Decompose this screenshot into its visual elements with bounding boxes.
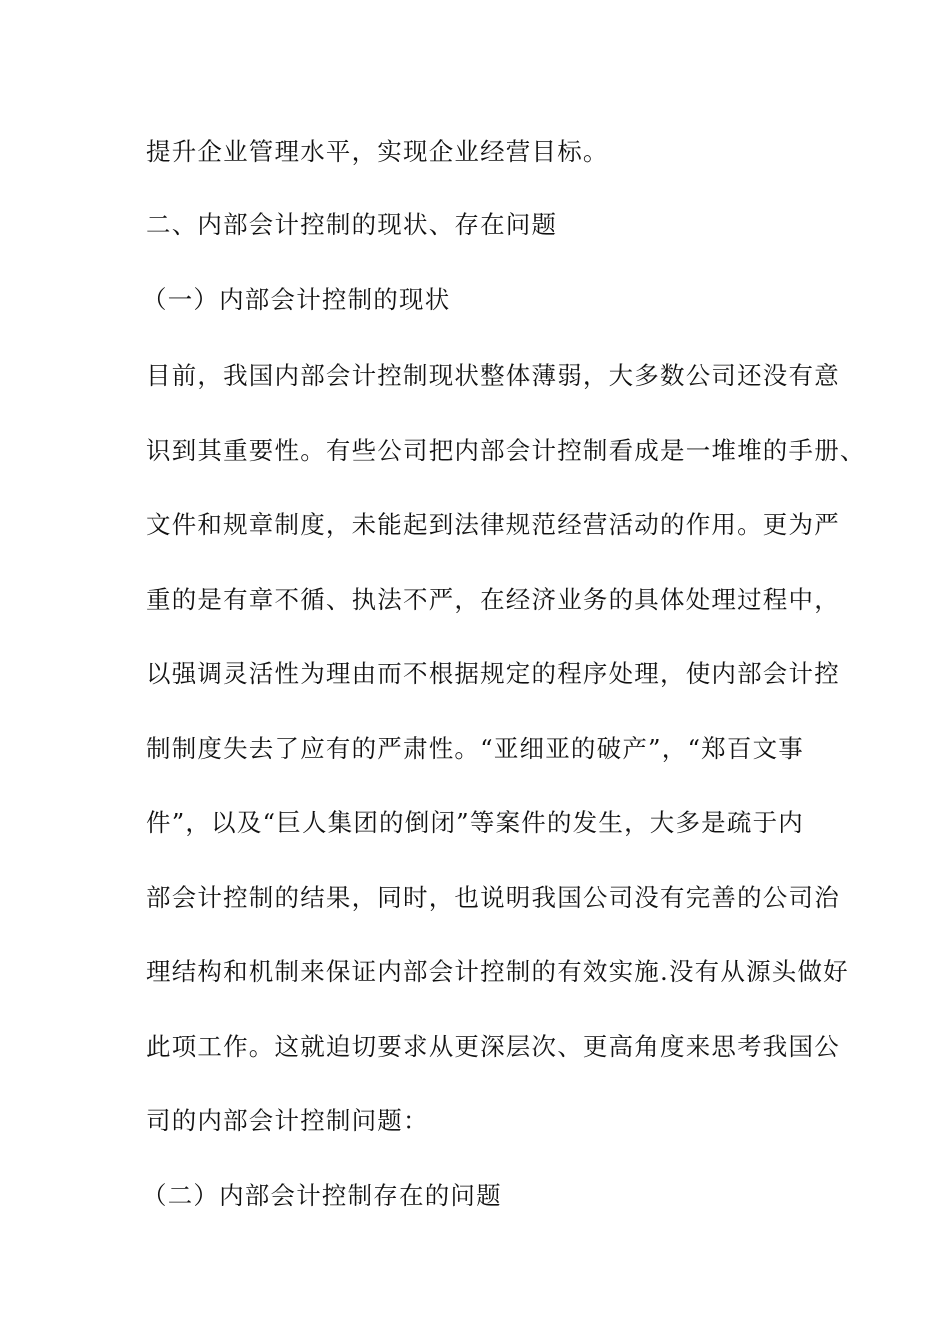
- paragraph-line: 理结构和机制来保证内部会计控制的有效实施.没有从源头做好: [146, 957, 849, 986]
- paragraph-line: 目前，我国内部会计控制现状整体薄弱，大多数公司还没有意: [146, 361, 840, 390]
- paragraph-line: 提升企业管理水平，实现企业经营目标。: [146, 137, 609, 166]
- paragraph-line: 此项工作。这就迫切要求从更深层次、更高角度来思考我国公: [146, 1032, 840, 1061]
- paragraph-line: 识到其重要性。有些公司把内部会计控制看成是一堆堆的手册、: [146, 436, 866, 465]
- paragraph-line: 以强调灵活性为理由而不根据规定的程序处理，使内部会计控: [146, 659, 840, 688]
- paragraph-line: 重的是有章不循、执法不严，在经济业务的具体处理过程中，: [146, 585, 840, 614]
- subsection-heading: （二）内部会计控制存在的问题: [142, 1181, 502, 1210]
- paragraph-line: 文件和规章制度，未能起到法律规范经营活动的作用。更为严: [146, 510, 840, 539]
- paragraph-line: 件”，以及“巨人集团的倒闭”等案件的发生，大多是疏于内: [146, 808, 804, 837]
- subsection-heading: （一）内部会计控制的现状: [142, 285, 451, 314]
- section-heading: 二、内部会计控制的现状、存在问题: [146, 210, 558, 239]
- paragraph-line: 制制度失去了应有的严肃性。“亚细亚的破产”，“郑百文事: [146, 734, 804, 763]
- paragraph-line: 部会计控制的结果，同时，也说明我国公司没有完善的公司治: [146, 883, 840, 912]
- paragraph-line: 司的内部会计控制问题：: [146, 1106, 429, 1135]
